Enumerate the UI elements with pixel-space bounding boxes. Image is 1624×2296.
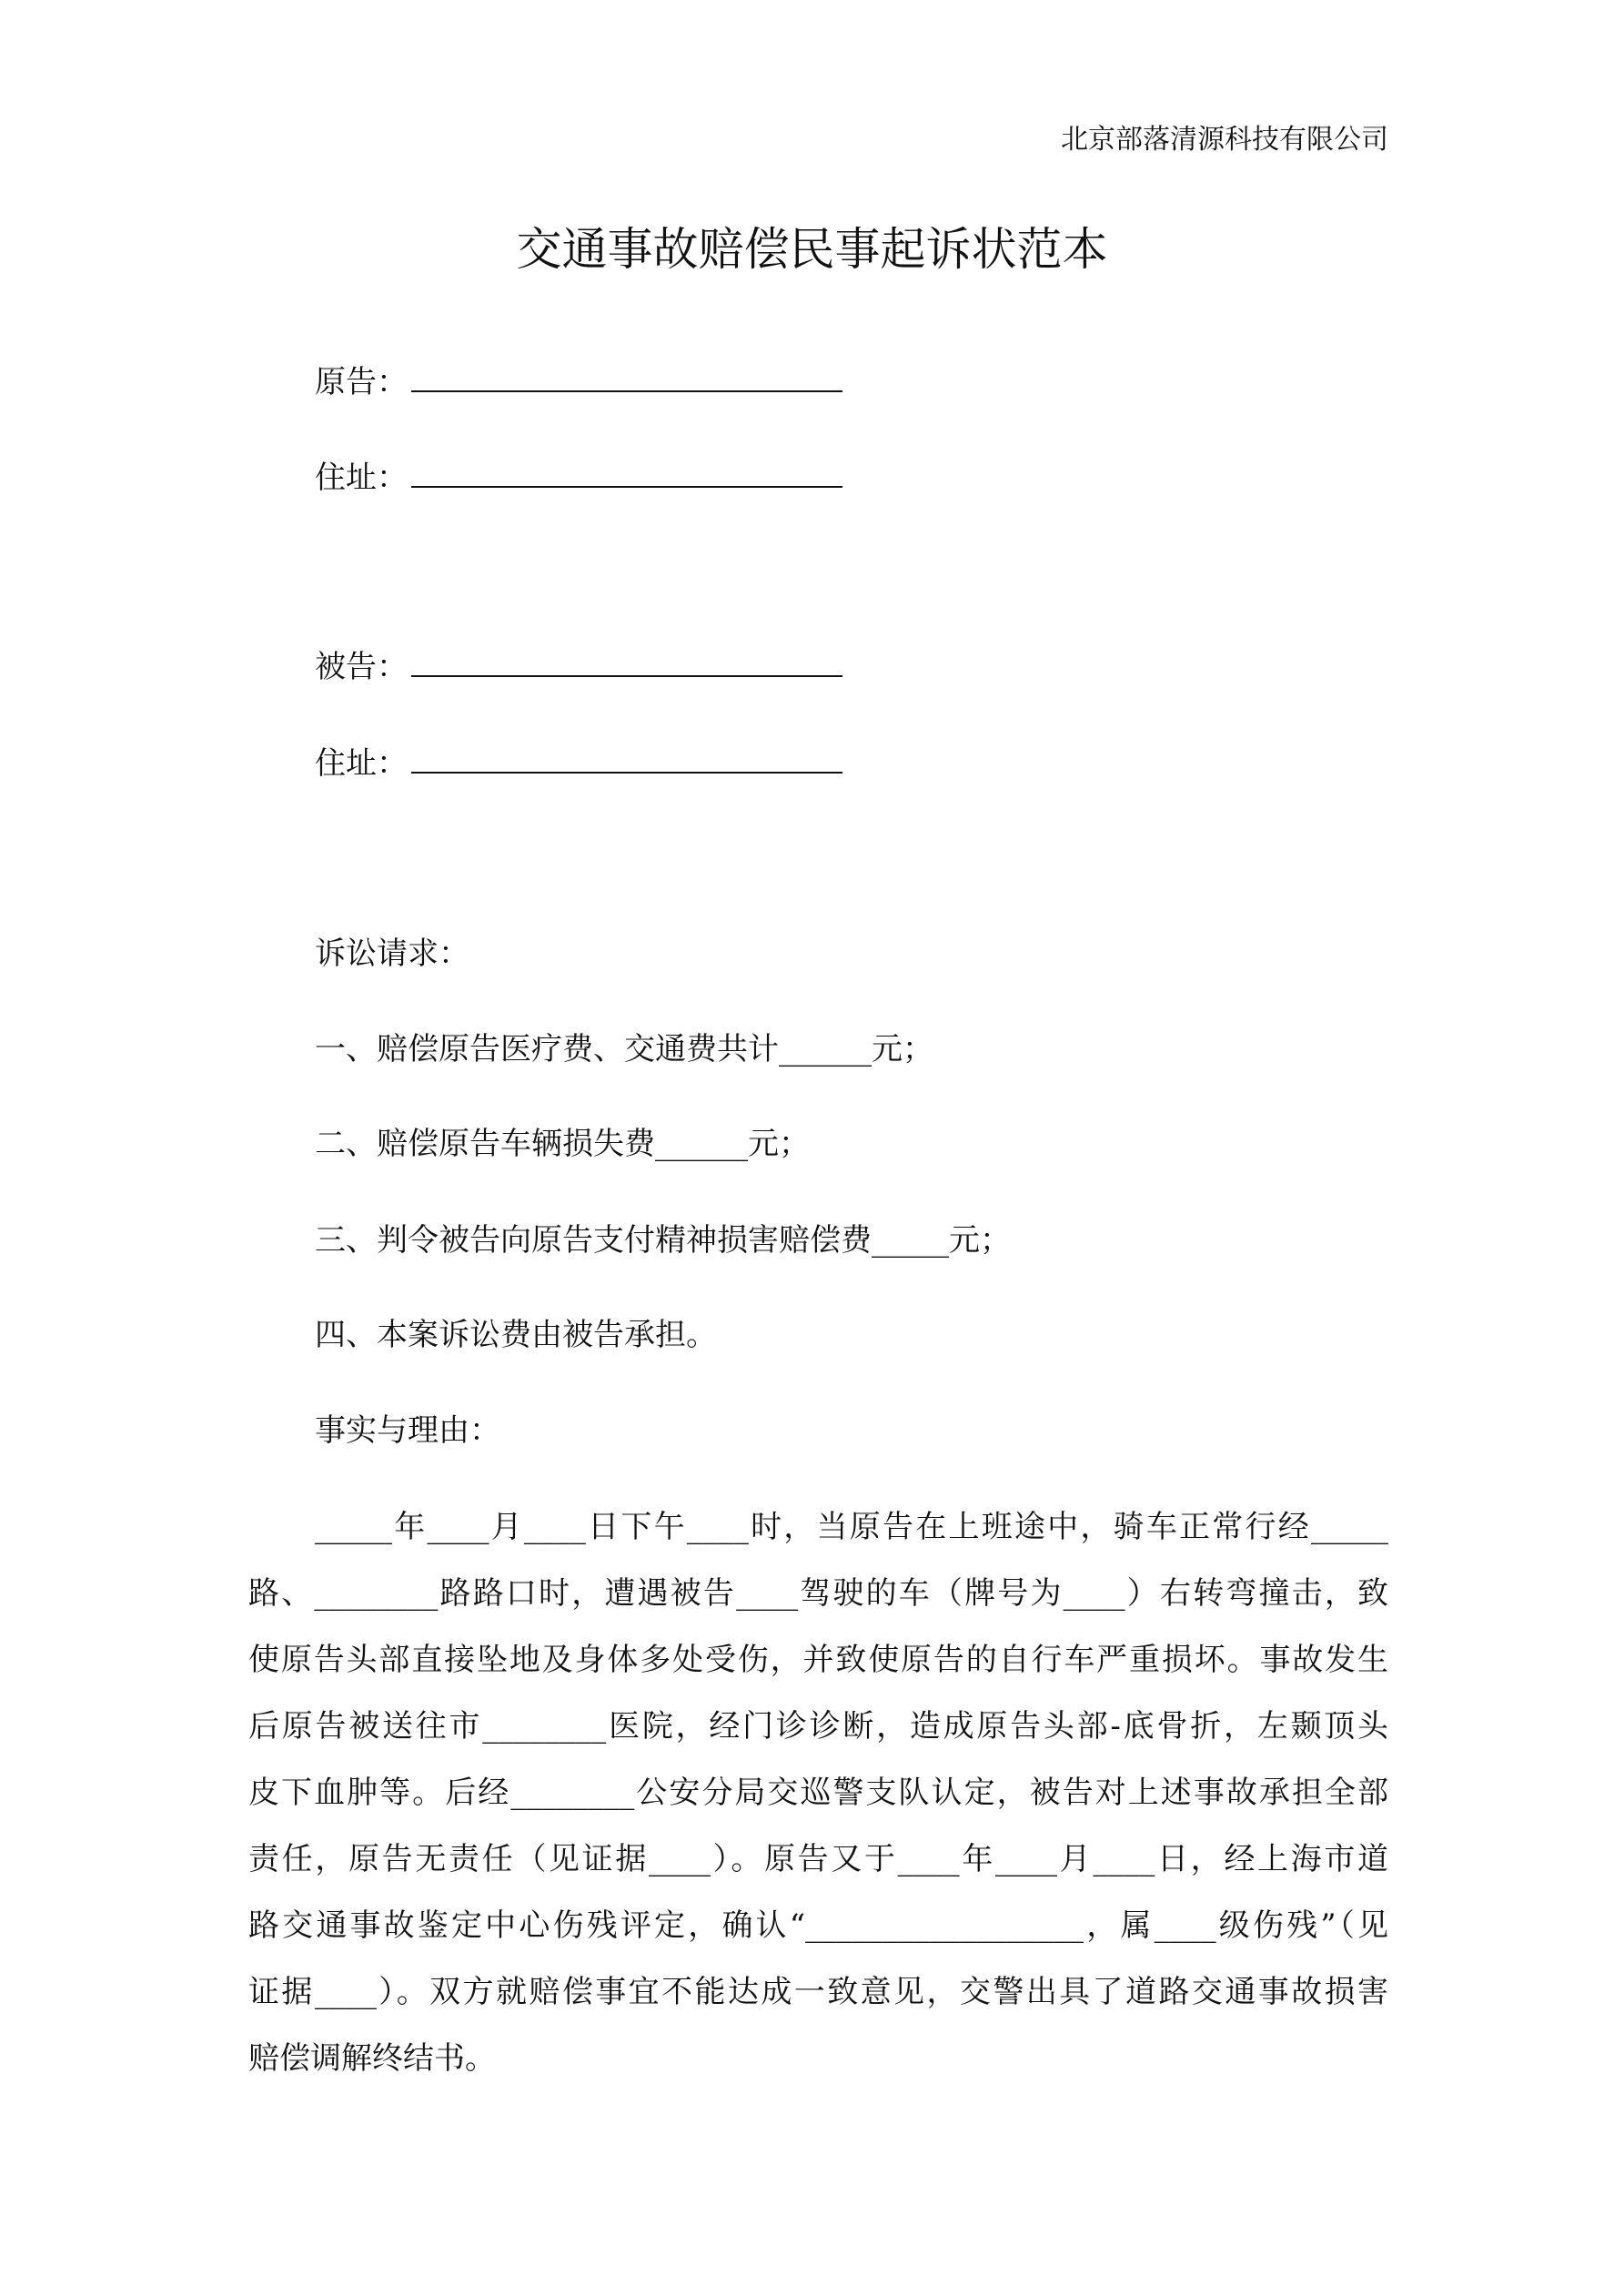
facts-line: _____年____月____日下午____时，当原告在上班途中，骑车正常行经_____	[315, 1509, 1388, 1545]
defendant-address-field	[315, 738, 842, 783]
plaintiff-field	[315, 357, 842, 401]
plaintiff-address-field	[315, 452, 842, 497]
claim-item: 二、赔偿原告车辆损失费______元；	[315, 1126, 810, 1162]
defendant-address-label: 住址：	[315, 745, 408, 782]
facts-line: 责任，原告无责任（见证据____）。原告又于____年____月____日，经上海市道	[248, 1841, 1388, 1877]
plaintiff-label: 原告：	[315, 364, 408, 400]
company-name: 北京部落清源科技有限公司	[1061, 124, 1388, 156]
facts-line: 皮下血肿等。后经________公安分局交巡警支队认定，被告对上述事故承担全部	[248, 1775, 1388, 1811]
claim-item: 一、赔偿原告医疗费、交通费共计______元；	[315, 1031, 933, 1067]
plaintiff-blank[interactable]	[411, 363, 842, 392]
claim-item: 四、本案诉讼费由被告承担。	[315, 1317, 717, 1353]
defendant-blank[interactable]	[411, 648, 842, 677]
claims-heading: 诉讼请求：	[315, 936, 469, 972]
facts-line: 赔偿调解终结书。	[248, 2040, 496, 2077]
facts-line: 证据____）。双方就赔偿事宜不能达成一致意见，交警出具了道路交通事故损害	[248, 1974, 1388, 2010]
facts-line: 路交通事故鉴定中心伤残评定，确认“__________________，属____级伤残”（见	[248, 1907, 1388, 1944]
claim-item: 三、判令被告向原告支付精神损害赔偿费_____元；	[315, 1222, 1011, 1259]
defendant-address-blank[interactable]	[411, 744, 842, 774]
plaintiff-address-blank[interactable]	[411, 459, 842, 488]
facts-line: 路、________路路口时，遭遇被告____驾驶的车（牌号为____）右转弯撞击，致	[248, 1575, 1388, 1612]
plaintiff-address-label: 住址：	[315, 460, 408, 496]
defendant-label: 被告：	[315, 649, 408, 685]
facts-line: 后原告被送往市________医院，经门诊诊断，造成原告头部-底骨折，左颞顶头	[248, 1708, 1388, 1745]
facts-line: 使原告头部直接坠地及身体多处受伤，并致使原告的自行车严重损坏。事故发生	[248, 1642, 1388, 1678]
document-title: 交通事故赔偿民事起诉状范本	[516, 223, 1108, 276]
defendant-field	[315, 642, 842, 686]
facts-heading: 事实与理由：	[315, 1412, 500, 1449]
